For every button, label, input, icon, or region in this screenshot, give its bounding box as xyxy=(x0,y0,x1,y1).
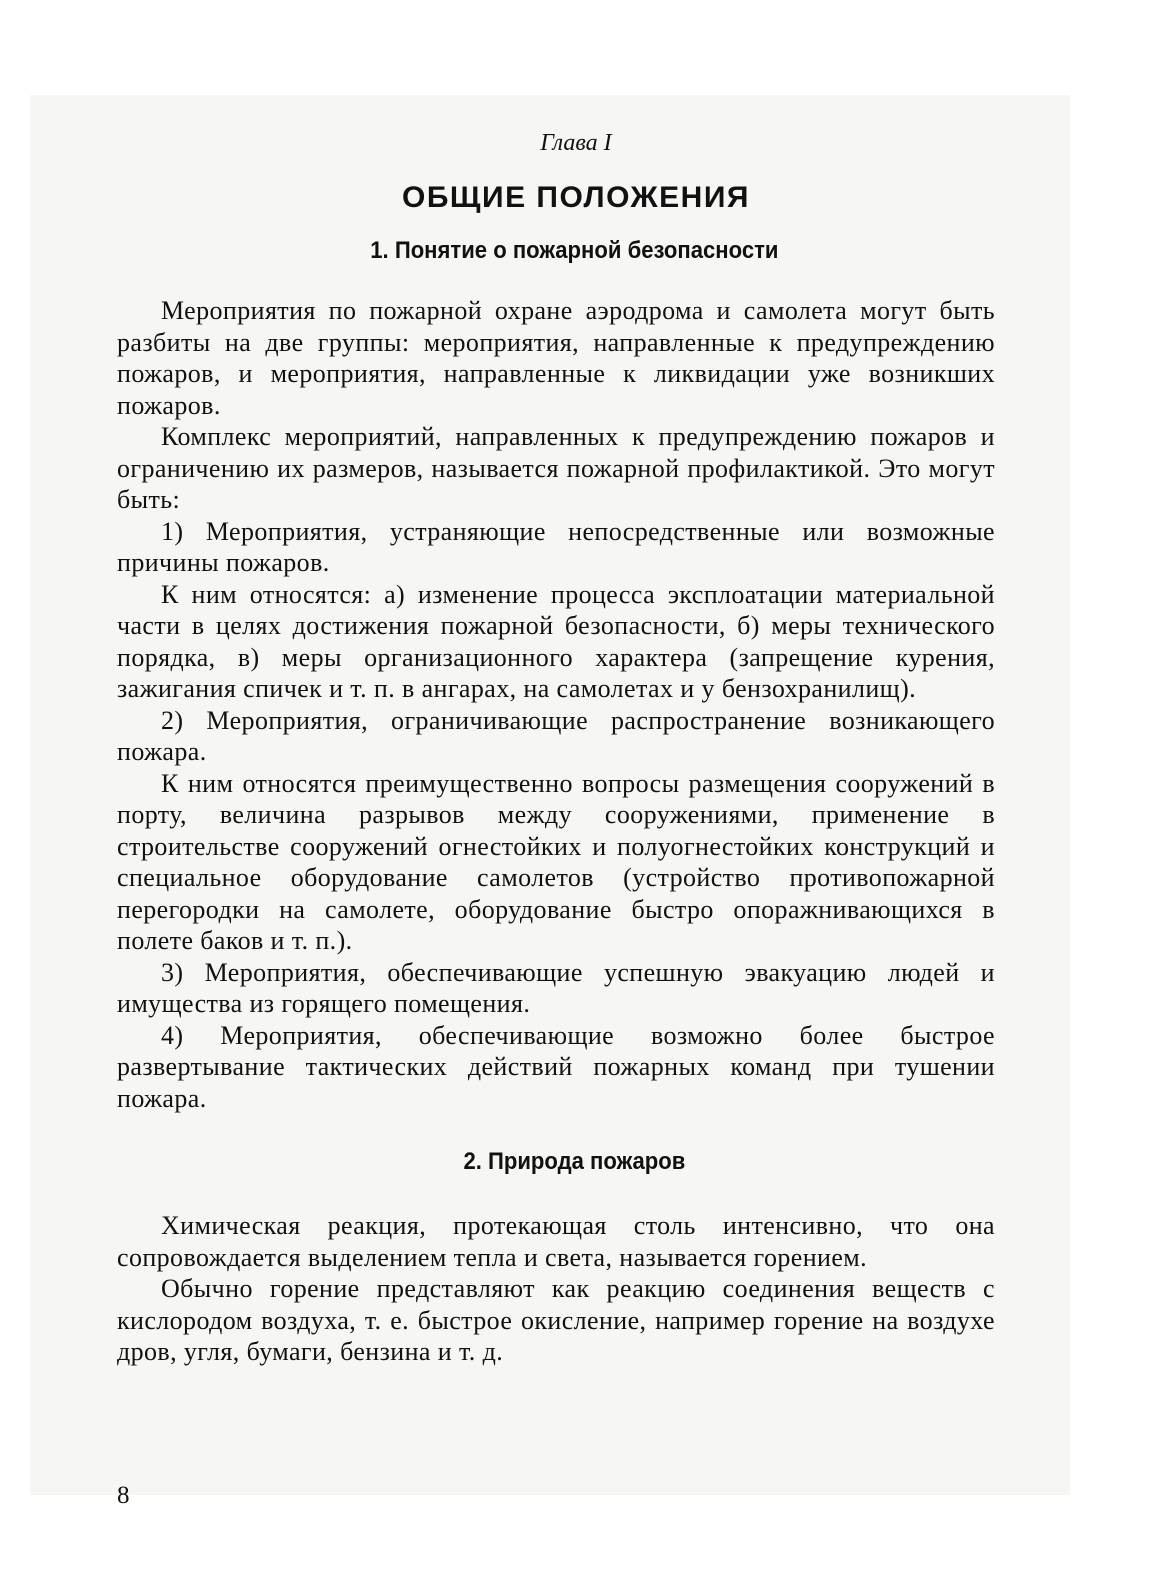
paragraph: Обычно горение представляют как реакцию соединения веществ с кислородом воздуха, т. е. быстрое окисление, например горение на воздухе дров, угля, бумаги, бензина и т. д. xyxy=(117,1274,995,1366)
chapter-label: Глава I xyxy=(540,130,612,156)
paragraph: 3) Мероприятия, обеспечивающие успешную эвакуацию людей и имущества из горящего помещения. xyxy=(117,957,995,1018)
chapter-title: ОБЩИЕ ПОЛОЖЕНИЯ xyxy=(402,181,750,214)
paragraph: 4) Мероприятия, обеспечивающие возможно более быстрое развертывание тактических действий пожарных команд при тушении пожара. xyxy=(117,1020,995,1113)
paragraph: 1) Мероприятия, устраняющие непосредственные или возможные причины пожаров. xyxy=(117,516,995,577)
paragraph: К ним относятся: а) изменение процесса эксплоатации материальной части в целях достижения пожарной безопасности, б) меры технического порядка, в) меры организационного характера (запрещение курения, зажигания спичек и т. п. в ангарах, на самолетах и у бензохранилищ). xyxy=(117,579,995,703)
paragraph: К ним относятся преимущественно вопросы размещения сооружений в порту, величина разрывов между сооружениями, применение в строительстве сооружений огнестойких и полуогнестойких конструкций и специальное оборудование самолетов (устройство противопожарной перегородки на самолете, оборудование быстро опоражнивающихся в полете баков и т. п.). xyxy=(117,768,995,955)
page-content xyxy=(117,130,995,1368)
page-number: 8 xyxy=(117,1482,130,1509)
paragraph: Химическая реакция, протекающая столь интенсивно, что она сопровождается выделением тепла и света, называется горением. xyxy=(117,1211,995,1272)
section-heading-2: 2. Природа пожаров xyxy=(463,1148,686,1175)
section-heading-1: 1. Понятие о пожарной безопасности xyxy=(370,237,779,264)
paragraph: Мероприятия по пожарной охране аэродрома и самолета могут быть разбиты на две группы: мероприятия, направленные к предупреждению пожаров, и мероприятия, направленные к ликвидации уже возникших пожаров. xyxy=(117,296,995,420)
paragraph: 2) Мероприятия, ограничивающие распространение возникающего пожара. xyxy=(117,705,995,766)
paragraph: Комплекс мероприятий, направленных к предупреждению пожаров и ограничению их размеров, называется пожарной профилактикой. Это могут быть: xyxy=(117,422,995,514)
